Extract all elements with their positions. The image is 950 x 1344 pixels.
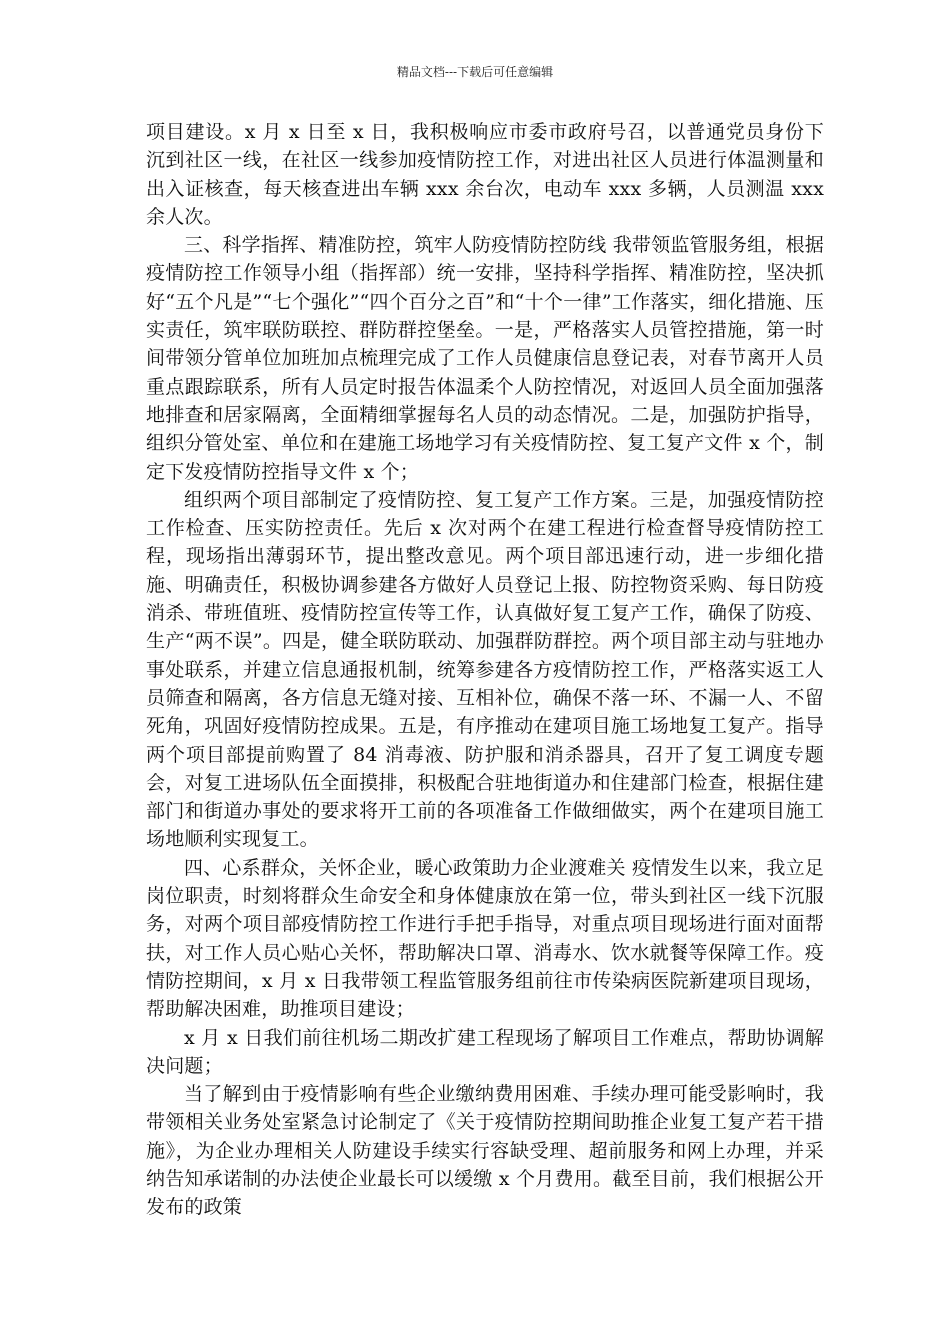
paragraph-section-three: 三、科学指挥、精准防控，筑牢人防疫情防控防线 我带领监管服务组，根据疫情防控工作领导小组（指挥部）统一安排，坚持科学指挥、精准防控，坚决抓好“五个凡是”“七个强化”“四个百分之百”和“十个一律”工作落实，细化措施、压实责任，筑牢联防联控、群防群控堡垒。一是，严格落实人员管控措施，第一时间带领分管单位加班加点梳理完成了工作人员健康信息登记表，对春节离开人员重点跟踪联系，所有人员定时报告体温柔个人防控情况，对返回人员全面加强落地排查和居家隔离，全面精细掌握每名人员的动态情况。二是，加强防护指导，组织分管处室、单位和在建施工场地学习有关疫情防控、复工复产文件 x 个，制定下发疫情防控指导文件 x 个； — [146, 234, 824, 483]
paragraph-section-four: 四、心系群众，关怀企业，暖心政策助力企业渡难关 疫情发生以来，我立足岗位职责，时刻将群众生命安全和身体健康放在第一位，带头到社区一线下沉服务，对两个项目部疫情防控工作进行手把手指导，对重点项目现场进行面对面帮扶，对工作人员心贴心关怀，帮助解决口罩、消毒水、饮水就餐等保障工作。疫情防控期间，x 月 x 日我带领工程监管服务组前往市传染病医院新建项目现场，帮助解决困难，助推项目建设； — [146, 856, 824, 1021]
paragraph-airport-visit: x 月 x 日我们前往机场二期改扩建工程现场了解项目工作难点，帮助协调解决问题； — [146, 1026, 824, 1077]
page-header: 精品文档---下载后可任意编辑 — [396, 65, 554, 79]
paragraph-policy-measures: 当了解到由于疫情影响有些企业缴纳费用困难、手续办理可能受影响时，我带领相关业务处室紧急讨论制定了《关于疫情防控期间助推企业复工复产若干措施》，为企业办理相关人防建设手续实行容缺受理、超前服务和网上办理，并采纳告知承诺制的办法使企业最长可以缓缴 x 个月费用。截至目前，我们根据公开发布的政策 — [146, 1083, 824, 1219]
paragraph-project-construction: 项目建设。x 月 x 日至 x 日，我积极响应市委市政府号召，以普通党员身份下沉到社区一线，在社区一线参加疫情防控工作，对进出社区人员进行体温测量和出入证核查，每天核查进出车辆 xxx 余台次，电动车 xxx 多辆，人员测温 xxx 余人次。 — [146, 121, 824, 228]
paragraph-project-departments: 组织两个项目部制定了疫情防控、复工复产工作方案。三是，加强疫情防控工作检查、压实防控责任。先后 x 次对两个在建工程进行检查督导疫情防控工程，现场指出薄弱环节，提出整改意见。两个项目部迅速行动，进一步细化措施、明确责任，积极协调参建各方做好人员登记上报、防控物资采购、每日防疫消杀、带班值班、疫情防控宣传等工作，认真做好复工复产工作，确保了防疫、生产“两不误”。四是，健全联防联动、加强群防群控。两个项目部主动与驻地办事处联系，并建立信息通报机制，统筹参建各方疫情防控工作，严格落实返工人员筛查和隔离，各方信息无缝对接、互相补位，确保不落一环、不漏一人、不留死角，巩固好疫情防控成果。五是，有序推动在建项目施工场地复工复产。指导两个项目部提前购置了 84 消毒液、防护服和消杀器具，召开了复工调度专题会，对复工进场队伍全面摸排，积极配合驻地街道办和住建部门检查，根据住建部门和街道办事处的要求将开工前的各项准备工作做细做实，两个在建项目施工场地顺利实现复工。 — [146, 488, 824, 851]
document-body — [146, 118, 824, 1222]
